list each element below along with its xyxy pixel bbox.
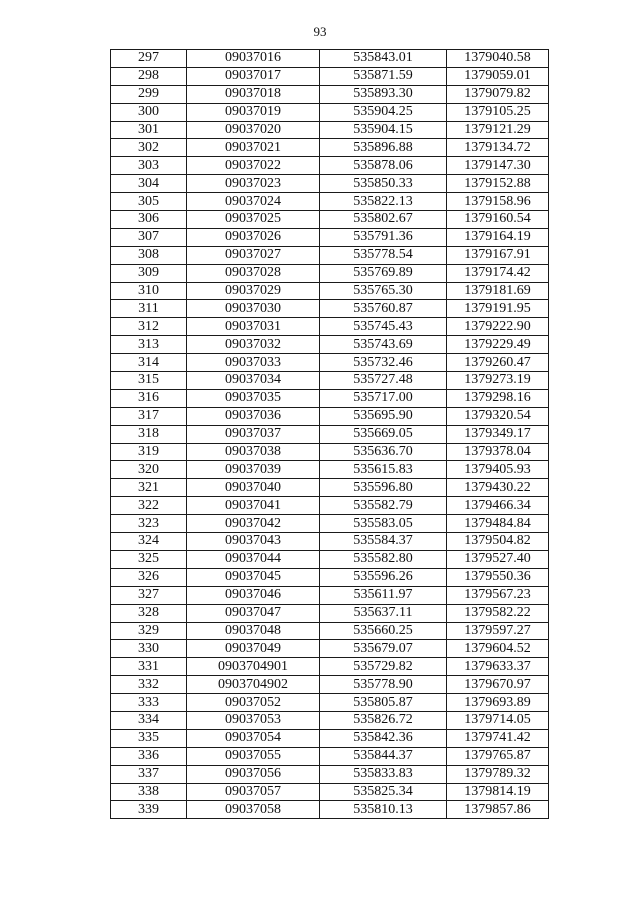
y-coordinate-cell: 1379040.58 xyxy=(447,50,549,68)
table-row xyxy=(111,389,549,407)
x-coordinate-cell: 535833.83 xyxy=(320,765,447,783)
row-number-cell: 338 xyxy=(111,783,187,801)
row-number-cell: 322 xyxy=(111,497,187,515)
point-id-cell: 09037047 xyxy=(187,604,320,622)
table-row xyxy=(111,676,549,694)
x-coordinate-cell: 535732.46 xyxy=(320,354,447,372)
x-coordinate-cell: 535805.87 xyxy=(320,694,447,712)
table-row xyxy=(111,461,549,479)
row-number-cell: 320 xyxy=(111,461,187,479)
table-row xyxy=(111,801,549,819)
y-coordinate-cell: 1379693.89 xyxy=(447,694,549,712)
point-id-cell: 09037022 xyxy=(187,157,320,175)
y-coordinate-cell: 1379191.95 xyxy=(447,300,549,318)
point-id-cell: 09037038 xyxy=(187,443,320,461)
table-row xyxy=(111,211,549,229)
x-coordinate-cell: 535637.11 xyxy=(320,604,447,622)
x-coordinate-cell: 535679.07 xyxy=(320,640,447,658)
table-row xyxy=(111,282,549,300)
row-number-cell: 326 xyxy=(111,568,187,586)
point-id-cell: 09037049 xyxy=(187,640,320,658)
row-number-cell: 302 xyxy=(111,139,187,157)
table-row xyxy=(111,515,549,533)
row-number-cell: 311 xyxy=(111,300,187,318)
x-coordinate-cell: 535582.80 xyxy=(320,550,447,568)
row-number-cell: 314 xyxy=(111,354,187,372)
point-id-cell: 09037016 xyxy=(187,50,320,68)
x-coordinate-cell: 535778.90 xyxy=(320,676,447,694)
y-coordinate-cell: 1379147.30 xyxy=(447,157,549,175)
x-coordinate-cell: 535695.90 xyxy=(320,407,447,425)
row-number-cell: 306 xyxy=(111,211,187,229)
point-id-cell: 09037027 xyxy=(187,246,320,264)
y-coordinate-cell: 1379504.82 xyxy=(447,533,549,551)
row-number-cell: 336 xyxy=(111,747,187,765)
y-coordinate-cell: 1379604.52 xyxy=(447,640,549,658)
row-number-cell: 297 xyxy=(111,50,187,68)
table-row xyxy=(111,193,549,211)
row-number-cell: 337 xyxy=(111,765,187,783)
row-number-cell: 305 xyxy=(111,193,187,211)
row-number-cell: 310 xyxy=(111,282,187,300)
x-coordinate-cell: 535717.00 xyxy=(320,389,447,407)
point-id-cell: 09037055 xyxy=(187,747,320,765)
table-row xyxy=(111,50,549,68)
y-coordinate-cell: 1379260.47 xyxy=(447,354,549,372)
table-row xyxy=(111,175,549,193)
table-row xyxy=(111,157,549,175)
y-coordinate-cell: 1379273.19 xyxy=(447,372,549,390)
table-row xyxy=(111,300,549,318)
row-number-cell: 299 xyxy=(111,85,187,103)
y-coordinate-cell: 1379670.97 xyxy=(447,676,549,694)
y-coordinate-cell: 1379430.22 xyxy=(447,479,549,497)
y-coordinate-cell: 1379741.42 xyxy=(447,729,549,747)
point-id-cell: 09037040 xyxy=(187,479,320,497)
point-id-cell: 09037026 xyxy=(187,228,320,246)
coordinates-table-body xyxy=(111,50,549,819)
table-row xyxy=(111,103,549,121)
y-coordinate-cell: 1379765.87 xyxy=(447,747,549,765)
table-row xyxy=(111,640,549,658)
y-coordinate-cell: 1379174.42 xyxy=(447,264,549,282)
row-number-cell: 318 xyxy=(111,425,187,443)
point-id-cell: 09037039 xyxy=(187,461,320,479)
row-number-cell: 317 xyxy=(111,407,187,425)
point-id-cell: 09037017 xyxy=(187,67,320,85)
point-id-cell: 09037042 xyxy=(187,515,320,533)
y-coordinate-cell: 1379527.40 xyxy=(447,550,549,568)
point-id-cell: 09037020 xyxy=(187,121,320,139)
row-number-cell: 332 xyxy=(111,676,187,694)
point-id-cell: 09037028 xyxy=(187,264,320,282)
point-id-cell: 09037021 xyxy=(187,139,320,157)
x-coordinate-cell: 535844.37 xyxy=(320,747,447,765)
point-id-cell: 09037052 xyxy=(187,694,320,712)
point-id-cell: 09037045 xyxy=(187,568,320,586)
table-row xyxy=(111,550,549,568)
x-coordinate-cell: 535878.06 xyxy=(320,157,447,175)
table-row xyxy=(111,85,549,103)
y-coordinate-cell: 1379160.54 xyxy=(447,211,549,229)
row-number-cell: 307 xyxy=(111,228,187,246)
row-number-cell: 303 xyxy=(111,157,187,175)
y-coordinate-cell: 1379059.01 xyxy=(447,67,549,85)
table-row xyxy=(111,533,549,551)
table-row xyxy=(111,622,549,640)
x-coordinate-cell: 535825.34 xyxy=(320,783,447,801)
y-coordinate-cell: 1379550.36 xyxy=(447,568,549,586)
y-coordinate-cell: 1379814.19 xyxy=(447,783,549,801)
x-coordinate-cell: 535778.54 xyxy=(320,246,447,264)
row-number-cell: 329 xyxy=(111,622,187,640)
point-id-cell: 09037033 xyxy=(187,354,320,372)
y-coordinate-cell: 1379164.19 xyxy=(447,228,549,246)
x-coordinate-cell: 535822.13 xyxy=(320,193,447,211)
x-coordinate-cell: 535826.72 xyxy=(320,711,447,729)
x-coordinate-cell: 535745.43 xyxy=(320,318,447,336)
table-row xyxy=(111,586,549,604)
point-id-cell: 09037043 xyxy=(187,533,320,551)
row-number-cell: 330 xyxy=(111,640,187,658)
y-coordinate-cell: 1379484.84 xyxy=(447,515,549,533)
row-number-cell: 335 xyxy=(111,729,187,747)
row-number-cell: 313 xyxy=(111,336,187,354)
point-id-cell: 09037029 xyxy=(187,282,320,300)
point-id-cell: 09037032 xyxy=(187,336,320,354)
row-number-cell: 319 xyxy=(111,443,187,461)
x-coordinate-cell: 535893.30 xyxy=(320,85,447,103)
table-row xyxy=(111,318,549,336)
y-coordinate-cell: 1379229.49 xyxy=(447,336,549,354)
y-coordinate-cell: 1379405.93 xyxy=(447,461,549,479)
point-id-cell: 09037046 xyxy=(187,586,320,604)
table-row xyxy=(111,747,549,765)
row-number-cell: 323 xyxy=(111,515,187,533)
point-id-cell: 09037035 xyxy=(187,389,320,407)
y-coordinate-cell: 1379320.54 xyxy=(447,407,549,425)
y-coordinate-cell: 1379789.32 xyxy=(447,765,549,783)
point-id-cell: 09037041 xyxy=(187,497,320,515)
table-row xyxy=(111,407,549,425)
page-number: 93 xyxy=(313,24,327,39)
y-coordinate-cell: 1379567.23 xyxy=(447,586,549,604)
x-coordinate-cell: 535769.89 xyxy=(320,264,447,282)
table-row xyxy=(111,694,549,712)
row-number-cell: 315 xyxy=(111,372,187,390)
x-coordinate-cell: 535636.70 xyxy=(320,443,447,461)
point-id-cell: 09037054 xyxy=(187,729,320,747)
y-coordinate-cell: 1379633.37 xyxy=(447,658,549,676)
x-coordinate-cell: 535584.37 xyxy=(320,533,447,551)
y-coordinate-cell: 1379105.25 xyxy=(447,103,549,121)
point-id-cell: 09037031 xyxy=(187,318,320,336)
y-coordinate-cell: 1379714.05 xyxy=(447,711,549,729)
x-coordinate-cell: 535582.79 xyxy=(320,497,447,515)
row-number-cell: 308 xyxy=(111,246,187,264)
x-coordinate-cell: 535802.67 xyxy=(320,211,447,229)
point-id-cell: 09037057 xyxy=(187,783,320,801)
point-id-cell: 09037019 xyxy=(187,103,320,121)
y-coordinate-cell: 1379349.17 xyxy=(447,425,549,443)
y-coordinate-cell: 1379857.86 xyxy=(447,801,549,819)
y-coordinate-cell: 1379152.88 xyxy=(447,175,549,193)
x-coordinate-cell: 535615.83 xyxy=(320,461,447,479)
point-id-cell: 09037025 xyxy=(187,211,320,229)
table-row xyxy=(111,568,549,586)
row-number-cell: 300 xyxy=(111,103,187,121)
x-coordinate-cell: 535727.48 xyxy=(320,372,447,390)
table-row xyxy=(111,139,549,157)
x-coordinate-cell: 535743.69 xyxy=(320,336,447,354)
point-id-cell: 09037034 xyxy=(187,372,320,390)
table-row xyxy=(111,246,549,264)
y-coordinate-cell: 1379597.27 xyxy=(447,622,549,640)
y-coordinate-cell: 1379466.34 xyxy=(447,497,549,515)
row-number-cell: 309 xyxy=(111,264,187,282)
point-id-cell: 09037023 xyxy=(187,175,320,193)
x-coordinate-cell: 535596.80 xyxy=(320,479,447,497)
table-row xyxy=(111,604,549,622)
row-number-cell: 304 xyxy=(111,175,187,193)
table-row xyxy=(111,228,549,246)
y-coordinate-cell: 1379582.22 xyxy=(447,604,549,622)
x-coordinate-cell: 535904.15 xyxy=(320,121,447,139)
y-coordinate-cell: 1379134.72 xyxy=(447,139,549,157)
point-id-cell: 0903704901 xyxy=(187,658,320,676)
y-coordinate-cell: 1379167.91 xyxy=(447,246,549,264)
point-id-cell: 09037058 xyxy=(187,801,320,819)
table-row xyxy=(111,264,549,282)
row-number-cell: 334 xyxy=(111,711,187,729)
y-coordinate-cell: 1379121.29 xyxy=(447,121,549,139)
table-row xyxy=(111,121,549,139)
x-coordinate-cell: 535843.01 xyxy=(320,50,447,68)
y-coordinate-cell: 1379298.16 xyxy=(447,389,549,407)
x-coordinate-cell: 535842.36 xyxy=(320,729,447,747)
point-id-cell: 09037044 xyxy=(187,550,320,568)
table-row xyxy=(111,67,549,85)
point-id-cell: 09037037 xyxy=(187,425,320,443)
y-coordinate-cell: 1379378.04 xyxy=(447,443,549,461)
point-id-cell: 09037053 xyxy=(187,711,320,729)
y-coordinate-cell: 1379222.90 xyxy=(447,318,549,336)
table-row xyxy=(111,479,549,497)
table-row xyxy=(111,372,549,390)
table-row xyxy=(111,711,549,729)
row-number-cell: 301 xyxy=(111,121,187,139)
point-id-cell: 0903704902 xyxy=(187,676,320,694)
x-coordinate-cell: 535810.13 xyxy=(320,801,447,819)
x-coordinate-cell: 535596.26 xyxy=(320,568,447,586)
table-row xyxy=(111,783,549,801)
x-coordinate-cell: 535871.59 xyxy=(320,67,447,85)
point-id-cell: 09037024 xyxy=(187,193,320,211)
x-coordinate-cell: 535765.30 xyxy=(320,282,447,300)
x-coordinate-cell: 535611.97 xyxy=(320,586,447,604)
point-id-cell: 09037056 xyxy=(187,765,320,783)
y-coordinate-cell: 1379079.82 xyxy=(447,85,549,103)
x-coordinate-cell: 535850.33 xyxy=(320,175,447,193)
row-number-cell: 324 xyxy=(111,533,187,551)
coordinates-table xyxy=(110,49,549,819)
y-coordinate-cell: 1379158.96 xyxy=(447,193,549,211)
row-number-cell: 316 xyxy=(111,389,187,407)
x-coordinate-cell: 535760.87 xyxy=(320,300,447,318)
row-number-cell: 331 xyxy=(111,658,187,676)
x-coordinate-cell: 535791.36 xyxy=(320,228,447,246)
x-coordinate-cell: 535896.88 xyxy=(320,139,447,157)
point-id-cell: 09037030 xyxy=(187,300,320,318)
row-number-cell: 328 xyxy=(111,604,187,622)
table-row xyxy=(111,765,549,783)
table-row xyxy=(111,729,549,747)
y-coordinate-cell: 1379181.69 xyxy=(447,282,549,300)
x-coordinate-cell: 535669.05 xyxy=(320,425,447,443)
row-number-cell: 327 xyxy=(111,586,187,604)
table-row xyxy=(111,354,549,372)
table-row xyxy=(111,658,549,676)
row-number-cell: 298 xyxy=(111,67,187,85)
x-coordinate-cell: 535729.82 xyxy=(320,658,447,676)
x-coordinate-cell: 535904.25 xyxy=(320,103,447,121)
row-number-cell: 333 xyxy=(111,694,187,712)
point-id-cell: 09037048 xyxy=(187,622,320,640)
row-number-cell: 325 xyxy=(111,550,187,568)
point-id-cell: 09037036 xyxy=(187,407,320,425)
table-row xyxy=(111,336,549,354)
table-row xyxy=(111,425,549,443)
x-coordinate-cell: 535583.05 xyxy=(320,515,447,533)
point-id-cell: 09037018 xyxy=(187,85,320,103)
x-coordinate-cell: 535660.25 xyxy=(320,622,447,640)
row-number-cell: 339 xyxy=(111,801,187,819)
row-number-cell: 312 xyxy=(111,318,187,336)
row-number-cell: 321 xyxy=(111,479,187,497)
table-row xyxy=(111,497,549,515)
table-row xyxy=(111,443,549,461)
